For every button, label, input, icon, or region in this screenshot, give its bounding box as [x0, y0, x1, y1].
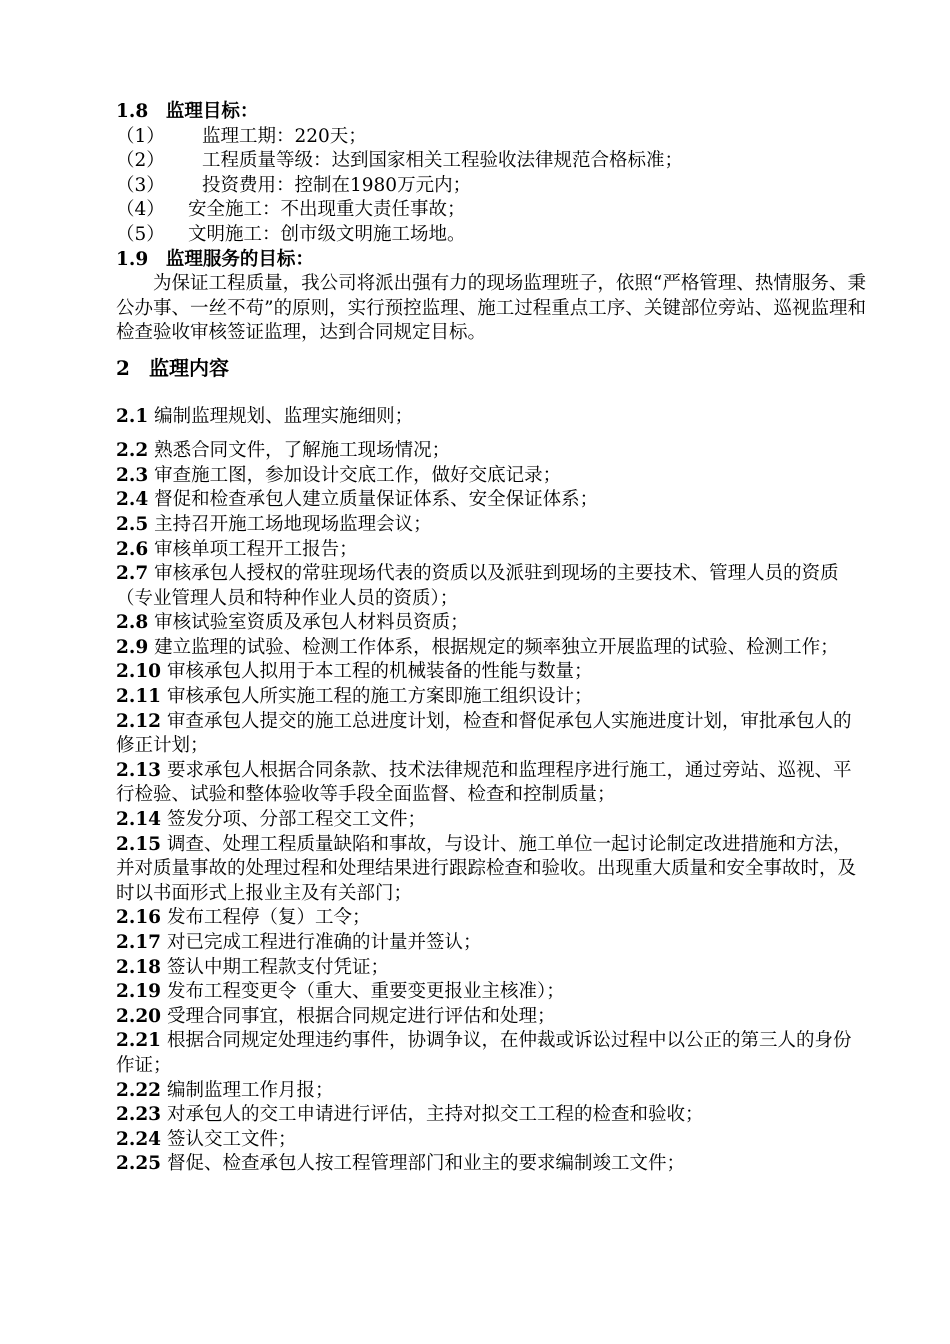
list-item: 2.22 编制监理工作月报； [116, 1079, 334, 1101]
list-item: 2.12 审查承包人提交的施工总进度计划，检查和督促承包人实施进度计划，审批承包人的修正计划； [116, 710, 852, 757]
list-item: 2.7 审核承包人授权的常驻现场代表的资质以及派驻到现场的主要技术、管理人员的资质（专业管理人员和特种作业人员的资质）； [116, 563, 839, 609]
heading-number: 2 [116, 355, 130, 380]
list-item: 2.24 签认交工文件； [116, 1128, 297, 1150]
service-goal-paragraph: 为保证工程质量，我公司将派出强有力的现场监理班子，依照“严格管理、热情服务、秉公办事、一丝不苟”的原则，实行预控监理、施工过程重点工序、关键部位旁站、巡视监理和检查验收审核签证监理，达到合同规定目标。 [116, 273, 866, 344]
list-item: 2.1 编制监理规划、监理实施细则； [116, 405, 414, 427]
goal-item: （1） 监理工期：220天； [116, 125, 367, 147]
goal-item: （3） 投资费用：控制在1980万元内； [116, 174, 472, 196]
list-item: 2.19 发布工程变更令（重大、重要变更报业主核准）； [116, 981, 565, 1003]
goal-item: （2） 工程质量等级：达到国家相关工程验收法律规范合格标准； [116, 150, 684, 172]
list-item: 2.13 要求承包人根据合同条款、技术法律规范和监理程序进行施工，通过旁站、巡视、平行检验、试验和整体验收等手段全面监督、检查和控制质量； [116, 759, 852, 806]
list-item: 2.21 根据合同规定处理违约事件，协调争议，在仲裁或诉讼过程中以公正的第三人的身份作证； [116, 1030, 852, 1076]
spacer [116, 429, 866, 439]
list-item: 2.23 对承包人的交工申请进行评估，主持对拟交工工程的检查和验收； [116, 1104, 704, 1126]
heading-title: 监理服务的目标： [165, 248, 314, 270]
document-page [116, 100, 866, 1177]
list-item: 2.20 受理合同事宜，根据合同规定进行评估和处理； [116, 1005, 556, 1027]
list-item: 2.4 督促和检查承包人建立质量保证体系、安全保证体系； [116, 489, 599, 511]
goal-item: （4） 安全施工：不出现重大责任事故； [116, 199, 466, 221]
heading-number: 1.9 [116, 248, 149, 270]
list-item: 2.15 调查、处理工程质量缺陷和事故，与设计、施工单位一起讨论制定改进措施和方法，并对质量事故的处理过程和处理结果进行跟踪检查和验收。出现重大质量和安全事故时，及时以书面形式上报业主及有关部门； [116, 833, 857, 904]
list-item: 2.5 主持召开施工场地现场监理会议； [116, 513, 432, 535]
heading-number: 1.8 [116, 101, 149, 122]
list-item: 2.10 审核承包人拟用于本工程的机械装备的性能与数量； [116, 661, 593, 683]
list-item: 2.14 签发分项、分部工程交工文件； [116, 809, 426, 831]
list-item: 2.3 审查施工图，参加设计交底工作，做好交底记录； [116, 464, 562, 486]
list-item: 2.16 发布工程停（复）工令； [116, 907, 371, 929]
heading-1-9 [116, 248, 866, 273]
list-item: 2.9 建立监理的试验、检测工作体系，根据规定的频率独立开展监理的试验、检测工作； [116, 636, 839, 658]
list-item: 2.17 对已完成工程进行准确的计量并签认； [116, 932, 482, 953]
list-item: 2.8 审核试验室资质及承包人材料员资质； [116, 612, 469, 634]
heading-1-8 [116, 100, 866, 125]
list-item: 2.18 签认中期工程款支付凭证； [116, 956, 389, 978]
heading-title: 监理目标： [165, 101, 259, 122]
list-item: 2.25 督促、检查承包人按工程管理部门和业主的要求编制竣工文件； [116, 1153, 685, 1175]
list-item: 2.6 审核单项工程开工报告； [116, 538, 358, 560]
list-item: 2.11 审核承包人所实施工程的施工方案即施工组织设计； [116, 686, 593, 708]
content-list [116, 405, 866, 1177]
list-item: 2.2 熟悉合同文件，了解施工现场情况； [116, 440, 451, 462]
goal-list [116, 125, 866, 248]
goal-item: （5） 文明施工：创市级文明施工场地。 [116, 223, 466, 245]
heading-title: 监理内容 [149, 355, 229, 380]
chapter-heading-2 [116, 356, 866, 381]
